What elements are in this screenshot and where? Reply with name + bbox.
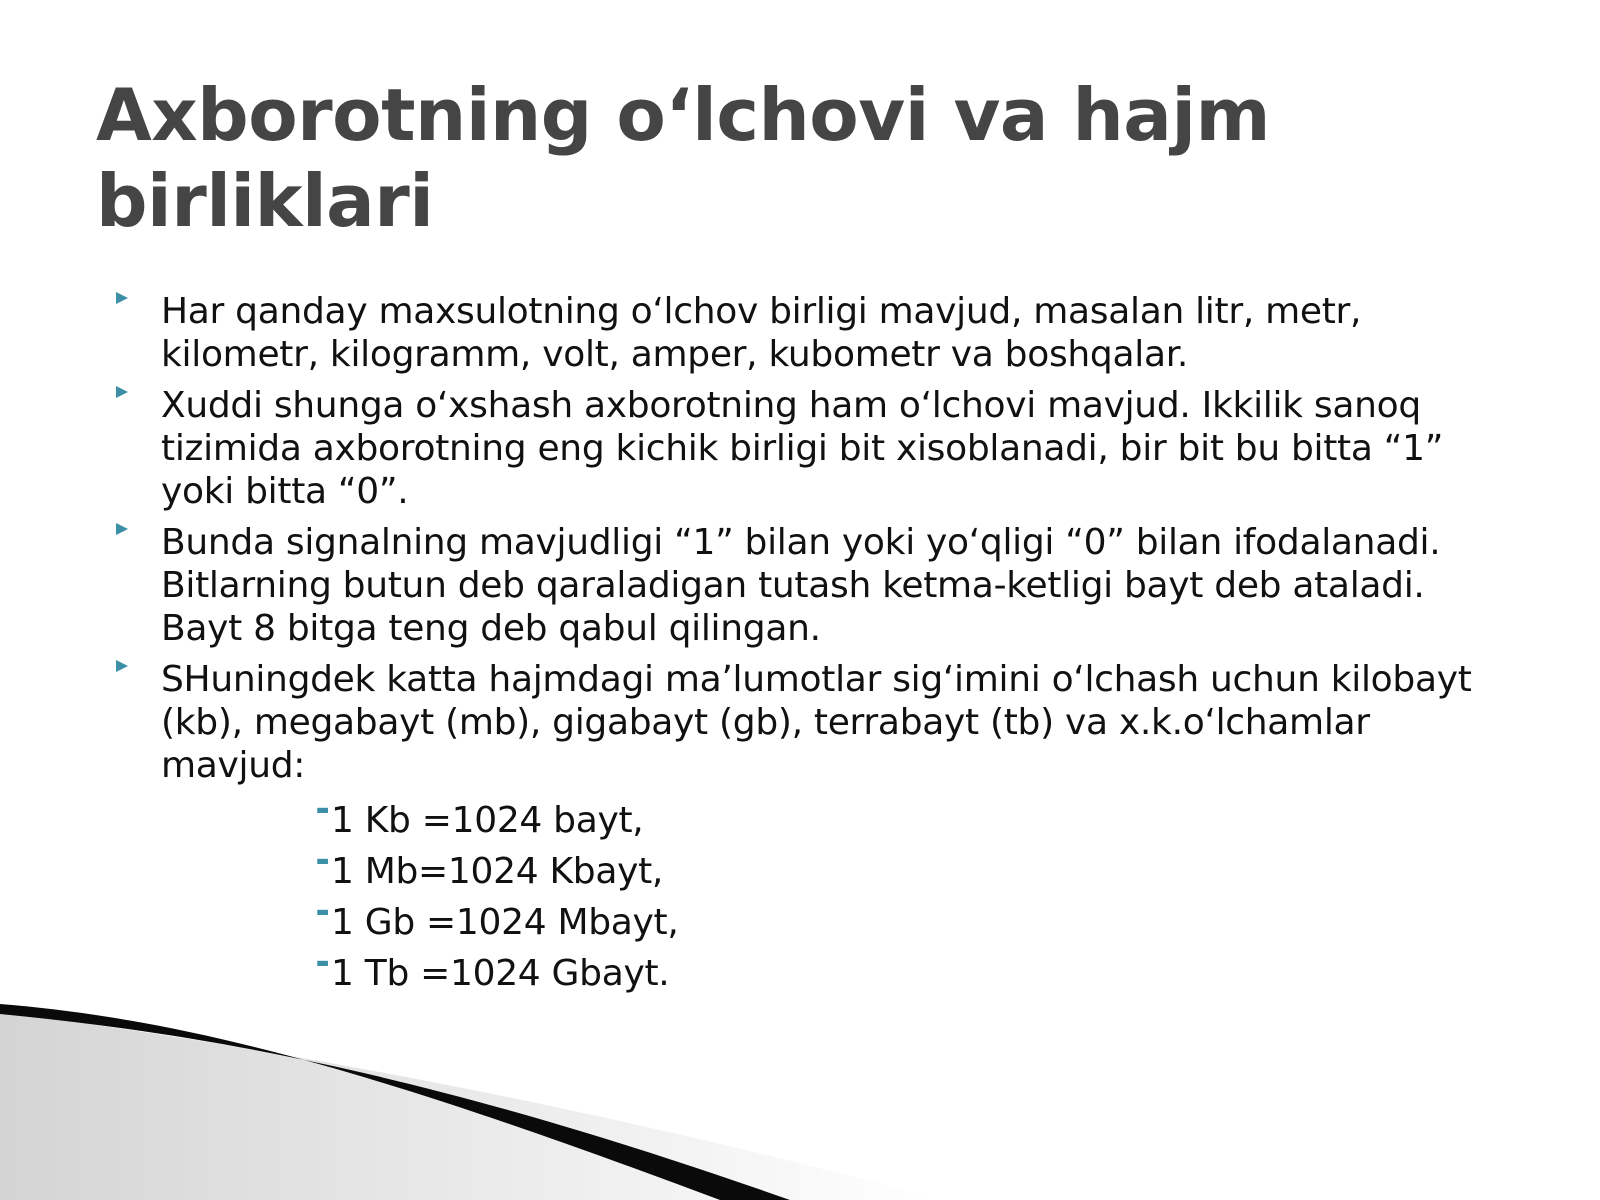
bullet-text: Har qanday maxsulotning o‘lchov birligi mavjud, masalan litr, metr, kilometr, kilogramm, volt, amper, kubometr va boshqalar. bbox=[161, 291, 1362, 375]
triangle-bullet-icon bbox=[116, 292, 128, 304]
dash-bullet-icon: ▬ bbox=[316, 802, 329, 818]
sub-item bbox=[161, 850, 1516, 893]
dash-bullet-icon: ▬ bbox=[316, 955, 329, 971]
triangle-bullet-icon bbox=[116, 660, 128, 672]
dash-bullet-icon: ▬ bbox=[316, 904, 329, 920]
bullet-item bbox=[116, 658, 1516, 995]
bullet-item bbox=[116, 384, 1516, 513]
sub-item bbox=[161, 952, 1516, 995]
sub-item-text: 1 Mb=1024 Kbayt, bbox=[331, 851, 664, 892]
bullet-text: Xuddi shunga o‘xshash axborotning ham o‘lchovi mavjud. Ikkilik sanoq tizimida axborotning eng kichik birligi bit xisoblanadi, bir bit bu bitta “1” yoki bitta “0”. bbox=[161, 385, 1444, 512]
sub-item-text: 1 Kb =1024 bayt, bbox=[331, 800, 644, 841]
bullet-list bbox=[116, 290, 1516, 995]
sub-item bbox=[161, 799, 1516, 842]
unit-sublist bbox=[161, 799, 1516, 995]
sub-item-text: 1 Tb =1024 Gbayt. bbox=[331, 953, 670, 994]
sub-item-text: 1 Gb =1024 Mbayt, bbox=[331, 902, 679, 943]
triangle-bullet-icon bbox=[116, 523, 128, 535]
bullet-text: SHuningdek katta hajmdagi ma’lumotlar sig‘imini o‘lchash uchun kilobayt (kb), megabayt (mb), gigabayt (gb), terrabayt (tb) va x.k.o‘lchamlar mavjud: bbox=[161, 659, 1472, 786]
bullet-item bbox=[116, 290, 1516, 376]
sub-item bbox=[161, 901, 1516, 944]
slide-title: Axborotning o‘lchovi va hajm birliklari bbox=[96, 73, 1271, 243]
bullet-text: Bunda signalning mavjudligi “1” bilan yoki yo‘qligi “0” bilan ifodalanadi. Bitlarning butun deb qaraladigan tutash ketma-ketligi bayt deb ataladi. Bayt 8 bitga teng deb qabul qilingan. bbox=[161, 522, 1441, 649]
slide-body bbox=[116, 290, 1516, 1003]
triangle-bullet-icon bbox=[116, 386, 128, 398]
dash-bullet-icon: ▬ bbox=[316, 853, 329, 869]
bullet-item bbox=[116, 521, 1516, 650]
